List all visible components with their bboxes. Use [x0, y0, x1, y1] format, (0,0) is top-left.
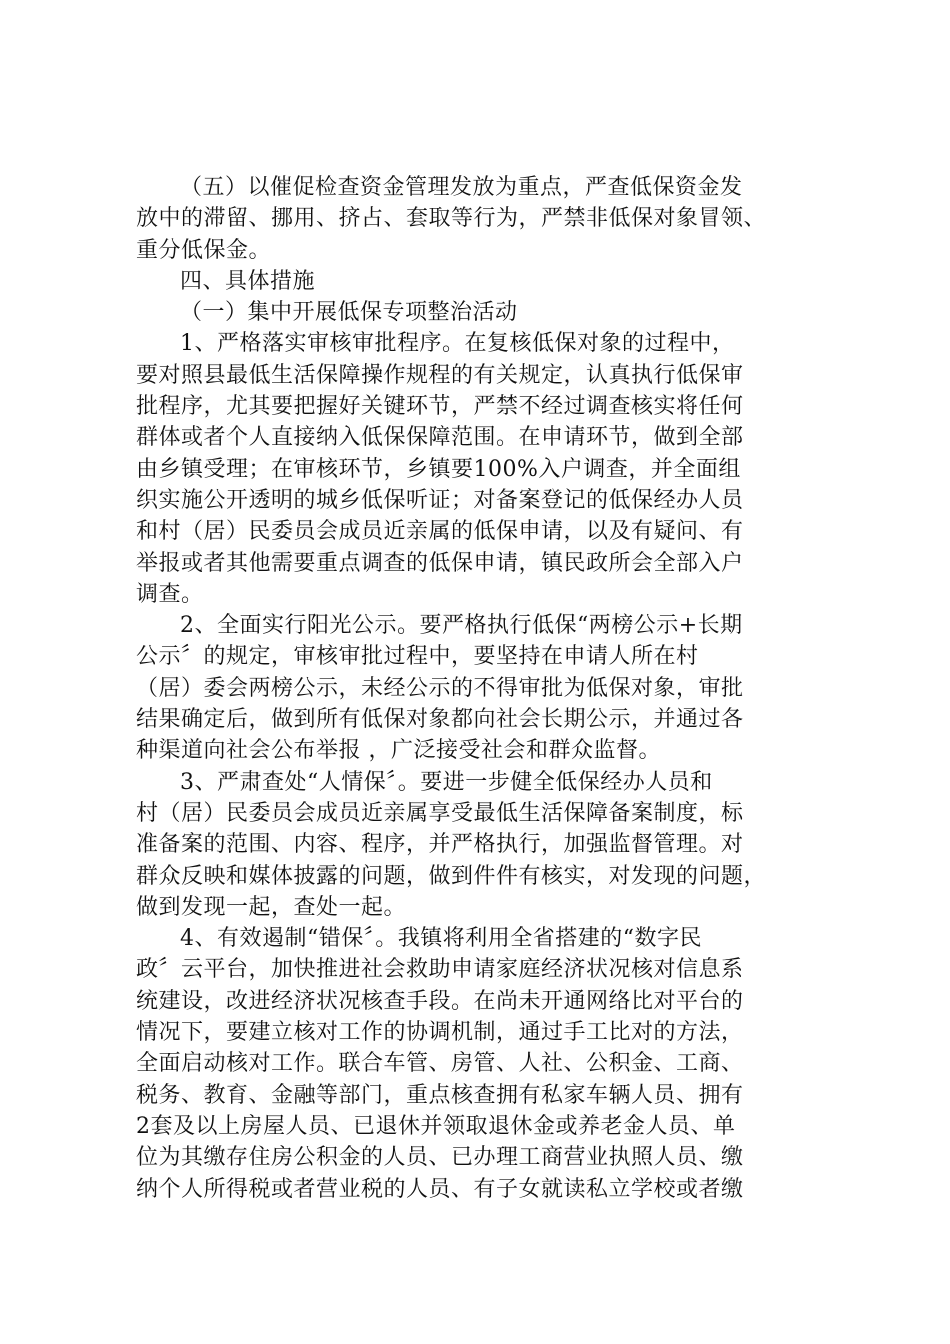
text-line: 税务、教育、金融等部门，重点核查拥有私家车辆人员、拥有: [136, 1082, 744, 1108]
text-line: 重分低保金。: [136, 237, 272, 263]
text-line: 2套及以上房屋人员、已退休并领取退休金或养老金人员、单: [136, 1113, 736, 1139]
text-line: 做到发现一起，查处一起。: [136, 894, 407, 920]
text-line: 放中的滞留、挪用、挤占、套取等行为，严禁非低保对象冒领、: [136, 206, 767, 232]
text-line: 统建设，改进经济状况核查手段。在尚未开通网络比对平台的: [136, 988, 744, 1014]
text-line: 调查。: [136, 581, 204, 607]
text-line: 准备案的范围、内容、程序，并严格执行，加强监督管理。对: [136, 832, 744, 858]
text-line: 政〞云平台，加快推进社会救助申请家庭经济状况核对信息系: [136, 957, 744, 983]
text-line: 举报或者其他需要重点调查的低保申请，镇民政所会全部入户: [136, 550, 744, 576]
text-line: 结果确定后，做到所有低保对象都向社会长期公示，并通过各: [136, 707, 744, 733]
text-line: 位为其缴存住房公积金的人员、已办理工商营业执照人员、缴: [136, 1145, 744, 1171]
text-line: 2、全面实行阳光公示。要严格执行低保“两榜公示+长期: [180, 613, 743, 639]
text-line: 群体或者个人直接纳入低保保障范围。在申请环节，做到全部: [136, 425, 744, 451]
text-line: 4、有效遏制“错保〞。我镇将利用全省搭建的“数字民: [180, 926, 702, 952]
text-line: 村（居）民委员会成员近亲属享受最低生活保障备案制度，标: [136, 800, 744, 826]
text-line: 种渠道向社会公布举报 ，广泛接受社会和群众监督。: [136, 738, 661, 764]
document-body: [136, 172, 836, 1205]
text-line: 情况下，要建立核对工作的协调机制，通过手工比对的方法，: [136, 1020, 744, 1046]
text-line: （五）以催促检查资金管理发放为重点，严查低保资金发: [180, 175, 743, 200]
text-line: 3、严肃查处“人情保〞。要进一步健全低保经办人员和: [180, 769, 713, 795]
text-line: 1、严格落实审核审批程序。在复核低保对象的过程中，: [180, 331, 735, 357]
text-line: 由乡镇受理；在审核环节，乡镇要100%入户调查，并全面组: [136, 456, 741, 482]
text-line: （居）委会两榜公示，未经公示的不得审批为低保对象，审批: [136, 675, 744, 701]
text-line: 公示〞的规定，审核审批过程中，要坚持在申请人所在村: [136, 644, 699, 670]
text-line: 群众反映和媒体披露的问题，做到件件有核实，对发现的问题，: [136, 863, 767, 889]
subsection-heading: （一）集中开展低保专项整治活动: [180, 300, 518, 326]
text-line: 全面启动核对工作。联合车管、房管、人社、公积金、工商、: [136, 1051, 744, 1077]
text-line: 批程序，尤其要把握好关键环节，严禁不经过调查核实将任何: [136, 394, 744, 420]
text-line: 要对照县最低生活保障操作规程的有关规定，认真执行低保审: [136, 362, 744, 388]
section-heading: 四、具体措施: [180, 268, 316, 294]
text-line: 纳个人所得税或者营业税的人员、有子女就读私立学校或者缴: [136, 1176, 744, 1202]
text-line: 和村（居）民委员会成员近亲属的低保申请，以及有疑问、有: [136, 519, 744, 545]
text-line: 织实施公开透明的城乡低保听证；对备案登记的低保经办人员: [136, 487, 744, 513]
